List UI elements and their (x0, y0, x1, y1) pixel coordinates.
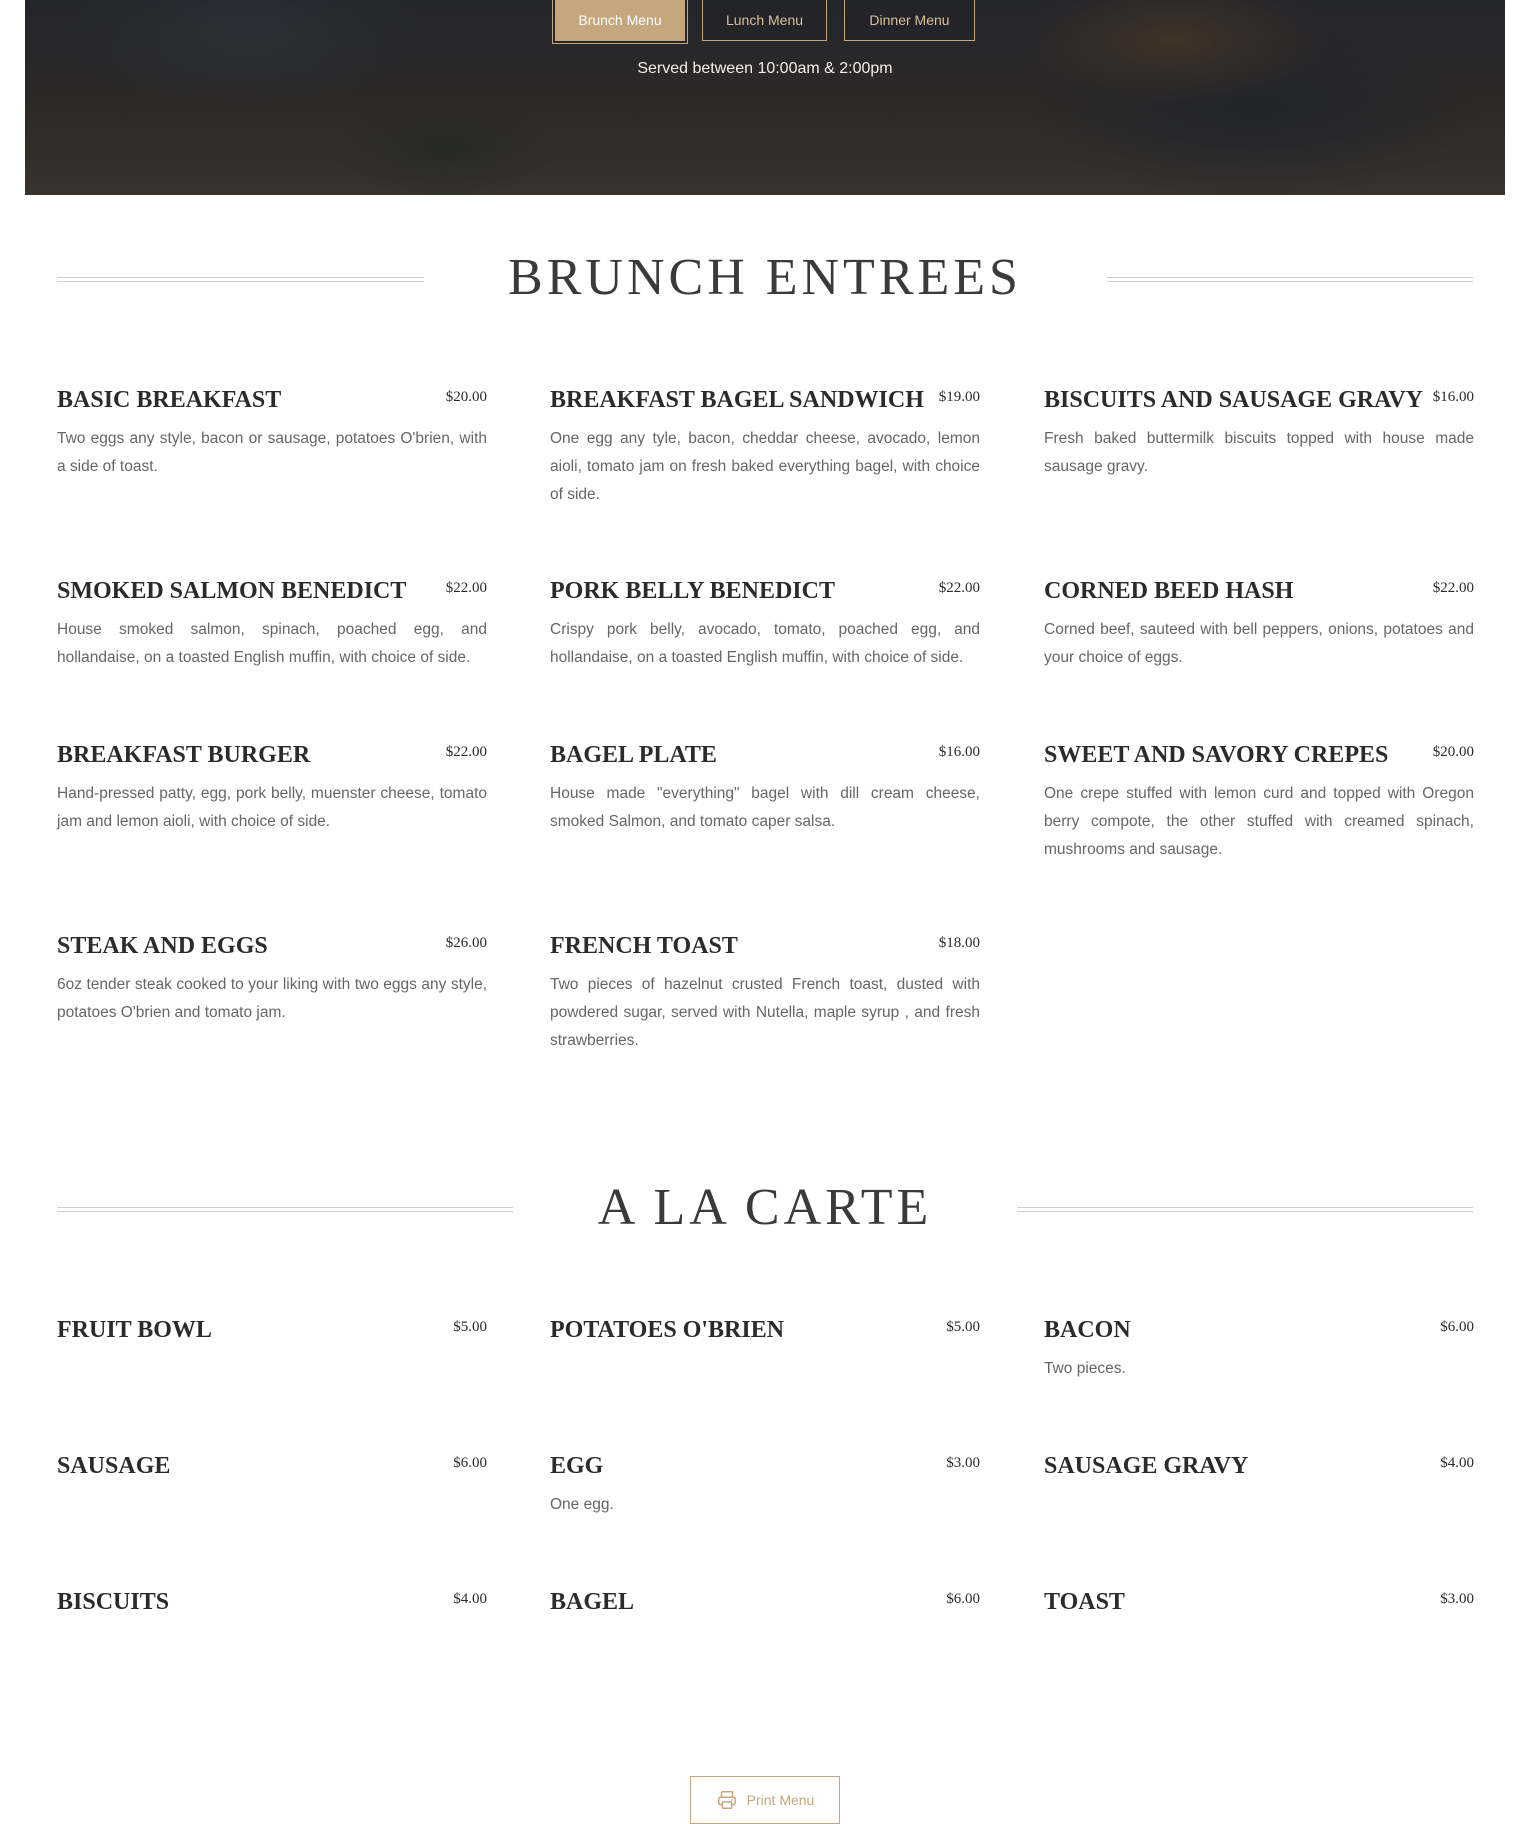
menu-item-price: $22.00 (1432, 580, 1474, 596)
section-divider-right (1017, 1207, 1473, 1212)
menu-item (550, 576, 980, 666)
menu-item-price: $16.00 (1432, 389, 1474, 405)
menu-item-price: $26.00 (445, 935, 487, 951)
menu-item-name: FRUIT BOWL (57, 1317, 212, 1343)
menu-item (1044, 385, 1474, 475)
menu-tabs (25, 0, 1505, 41)
menu-item (1044, 740, 1474, 858)
menu-item-description: Corned beef, sauteed with bell peppers, onions, potatoes and your choice of eggs. (1044, 621, 1474, 666)
menu-item-name: PORK BELLY BENEDICT (550, 578, 835, 604)
menu-item-description: Two pieces. (1044, 1360, 1126, 1377)
menu-item-price: $20.00 (445, 389, 487, 405)
menu-item-price: $20.00 (1432, 744, 1474, 760)
menu-item-name: SAUSAGE (57, 1453, 171, 1479)
tab-brunch-menu[interactable]: Brunch Menu (555, 0, 685, 41)
menu-item (550, 1451, 980, 1513)
menu-item-name: BASIC BREAKFAST (57, 387, 282, 413)
menu-item-name: BAGEL PLATE (550, 742, 717, 768)
menu-item-description: Hand-pressed patty, egg, pork belly, muenster cheese, tomato jam and lemon aioli, with choice of side. (57, 785, 487, 830)
menu-item (57, 931, 487, 1021)
menu-item-name: BACON (1044, 1317, 1131, 1343)
menu-item-name: FRENCH TOAST (550, 933, 738, 959)
menu-item-description: House made "everything" bagel with dill cream cheese, smoked Salmon, and tomato caper salsa. (550, 785, 980, 830)
menu-item (1044, 1315, 1474, 1377)
menu-item-description: One crepe stuffed with lemon curd and topped with Oregon berry compote, the other stuffed with creamed spinach, mushrooms and sausage. (1044, 785, 1474, 858)
menu-item-name: EGG (550, 1453, 604, 1479)
menu-item-name: BREAKFAST BAGEL SANDWICH (550, 387, 924, 413)
menu-item-name: BAGEL (550, 1589, 635, 1615)
menu-item-price: $6.00 (1440, 1319, 1474, 1335)
menu-item-description: Crispy pork belly, avocado, tomato, poached egg, and hollandaise, on a toasted English muffin, with choice of side. (550, 621, 980, 666)
menu-item-description: Two pieces of hazelnut crusted French toast, dusted with powdered sugar, served with Nutella, maple syrup , and fresh strawberries. (550, 976, 980, 1049)
menu-item-name: POTATOES O'BRIEN (550, 1317, 785, 1343)
menu-item-price: $6.00 (946, 1591, 980, 1607)
served-hours-text: Served between 10:00am & 2:00pm (637, 60, 893, 77)
menu-item-price: $19.00 (938, 389, 980, 405)
menu-item (550, 1587, 980, 1617)
menu-item (57, 385, 487, 475)
menu-item-description: 6oz tender steak cooked to your liking with two eggs any style, potatoes O'brien and tomato jam. (57, 976, 487, 1021)
tab-lunch-menu[interactable]: Lunch Menu (702, 0, 827, 41)
menu-item-price: $5.00 (453, 1319, 487, 1335)
menu-item (550, 931, 980, 1049)
menu-item-price: $4.00 (1440, 1455, 1474, 1471)
menu-item-price: $5.00 (946, 1319, 980, 1335)
menu-item-name: SMOKED SALMON BENEDICT (57, 578, 407, 604)
printer-icon (716, 1789, 738, 1811)
menu-item-description: One egg. (550, 1496, 614, 1513)
menu-item-name: SAUSAGE GRAVY (1044, 1453, 1249, 1479)
menu-item (57, 1315, 487, 1345)
menu-item-name: SWEET AND SAVORY CREPES (1044, 742, 1389, 768)
section-divider-right (1107, 277, 1473, 282)
tab-dinner-menu[interactable]: Dinner Menu (844, 0, 975, 41)
menu-hero-banner (25, 0, 1505, 195)
menu-item (1044, 1451, 1474, 1481)
menu-item-name: BREAKFAST BURGER (57, 742, 311, 768)
menu-item-description: Fresh baked buttermilk biscuits topped with house made sausage gravy. (1044, 430, 1474, 475)
menu-item-price: $18.00 (938, 935, 980, 951)
menu-item-price: $4.00 (453, 1591, 487, 1607)
menu-item-price: $3.00 (946, 1455, 980, 1471)
menu-item-description: House smoked salmon, spinach, poached egg, and hollandaise, on a toasted English muffin, with choice of side. (57, 621, 487, 666)
menu-item (550, 1315, 980, 1345)
menu-item-name: BISCUITS AND SAUSAGE GRAVY (1044, 387, 1423, 413)
menu-item (1044, 1587, 1474, 1617)
section-header-brunch-entrees (57, 248, 1473, 308)
menu-item-name: STEAK AND EGGS (57, 933, 268, 959)
menu-item-name: CORNED BEED HASH (1044, 578, 1294, 604)
section-title: A LA CARTE (597, 1179, 933, 1236)
menu-item-price: $22.00 (938, 580, 980, 596)
menu-item-price: $6.00 (453, 1455, 487, 1471)
menu-item (57, 1587, 487, 1617)
section-title: BRUNCH ENTREES (508, 249, 1022, 306)
menu-item (57, 1451, 487, 1481)
section-header-a-la-carte (57, 1178, 1473, 1238)
menu-item-description: One egg any tyle, bacon, cheddar cheese, avocado, lemon aioli, tomato jam on fresh baked everything bagel, with choice of side. (550, 430, 980, 503)
menu-item (57, 576, 487, 666)
menu-item (550, 385, 980, 503)
menu-item-name: BISCUITS (57, 1589, 170, 1615)
menu-item-price: $16.00 (938, 744, 980, 760)
print-menu-button[interactable] (690, 1776, 840, 1824)
menu-item-price: $22.00 (445, 744, 487, 760)
menu-item (57, 740, 487, 830)
menu-item-price: $22.00 (445, 580, 487, 596)
menu-item-price: $3.00 (1440, 1591, 1474, 1607)
menu-item-description: Two eggs any style, bacon or sausage, potatoes O'brien, with a side of toast. (57, 430, 487, 475)
menu-item-name: TOAST (1044, 1589, 1125, 1615)
menu-item (1044, 576, 1474, 666)
menu-item (550, 740, 980, 830)
print-menu-label: Print Menu (746, 1792, 815, 1808)
